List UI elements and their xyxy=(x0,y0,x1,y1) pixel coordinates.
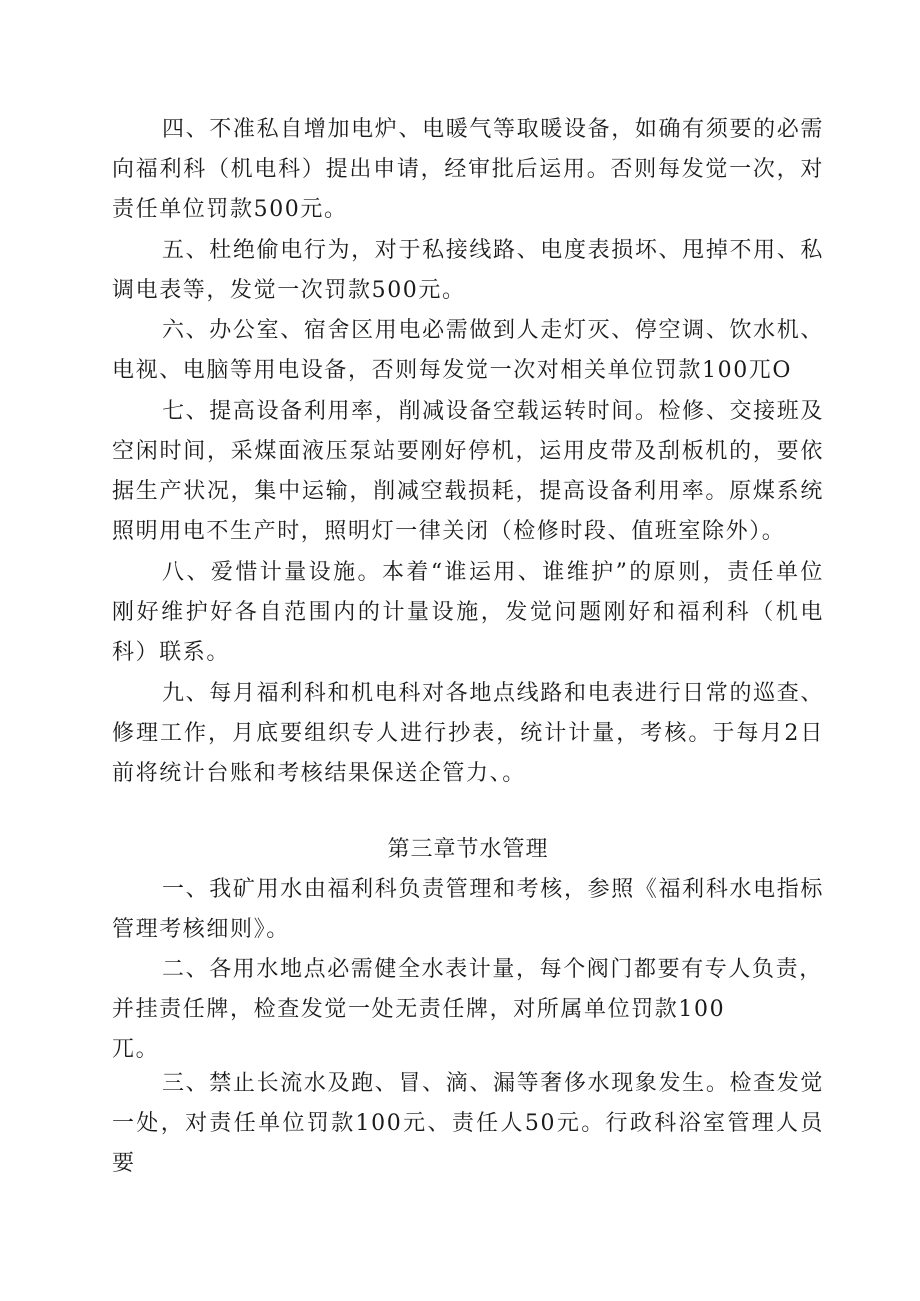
paragraph-line: 兀。 xyxy=(112,1037,160,1062)
paragraph-electricity-theft: 五、杜绝偷电行为，对于私接线路、电度表损坏、甩掉不用、私调电表等，发觉一次罚款500元。 xyxy=(112,238,824,303)
paragraph-metering-facilities: 八、爱惜计量设施。本着“谁运用、谁维护”的原则，责任单位刚好维护好各自范围内的计量设施，发觉问题刚好和福利科（机电科）联系。 xyxy=(112,560,824,665)
paragraph-electric-heating: 四、不准私自增加电炉、电暖气等取暖设备，如确有须要的必需向福利科（机电科）提出申请，经审批后运用。否则每发觉一次，对责任单位罚款500元。 xyxy=(112,117,824,222)
paragraph-line: 并挂责任牌，检查发觉一处无责任牌，对所属单位罚款100 xyxy=(112,997,726,1022)
paragraph-water-management: 一、我矿用水由福利科负责管理和考核，参照《福利科水电指标管理考核细则》。 xyxy=(112,877,824,942)
paragraph-office-power: 六、办公室、宿舍区用电必需做到人走灯灭、停空调、饮水机、电视、电脑等用电设备，否则每发觉一次对相关单位罚款100兀O xyxy=(112,318,824,383)
paragraph-water-waste: 三、禁止长流水及跑、冒、滴、漏等奢侈水现象发生。检查发觉一处，对责任单位罚款100元、责任人50元。行政科浴室管理人员要 xyxy=(112,1071,824,1176)
paragraph-water-meters xyxy=(112,950,824,1070)
paragraph-monthly-inspection: 九、每月福利科和机电科对各地点线路和电表进行日常的巡查、修理工作，月底要组织专人进行抄表，统计计量，考核。于每月2日前将统计台账和考核结果保送企管力、。 xyxy=(112,681,824,786)
section-heading: 第三章节水管理 xyxy=(387,837,549,862)
paragraph-equipment-utilization: 七、提高设备利用率，削减设备空载运转时间。检修、交接班及空闲时间，采煤面液压泵站要刚好停机，运用皮带及刮板机的，要依据生产状况，集中运输，削减空载损耗，提高设备利用率。原煤系统照明用电不生产时，照明灯一律关闭（检修时段、值班室除外）。 xyxy=(112,399,824,544)
paragraph-line: 二、各用水地点必需健全水表计量，每个阀门都要有专人负责， xyxy=(162,957,823,982)
